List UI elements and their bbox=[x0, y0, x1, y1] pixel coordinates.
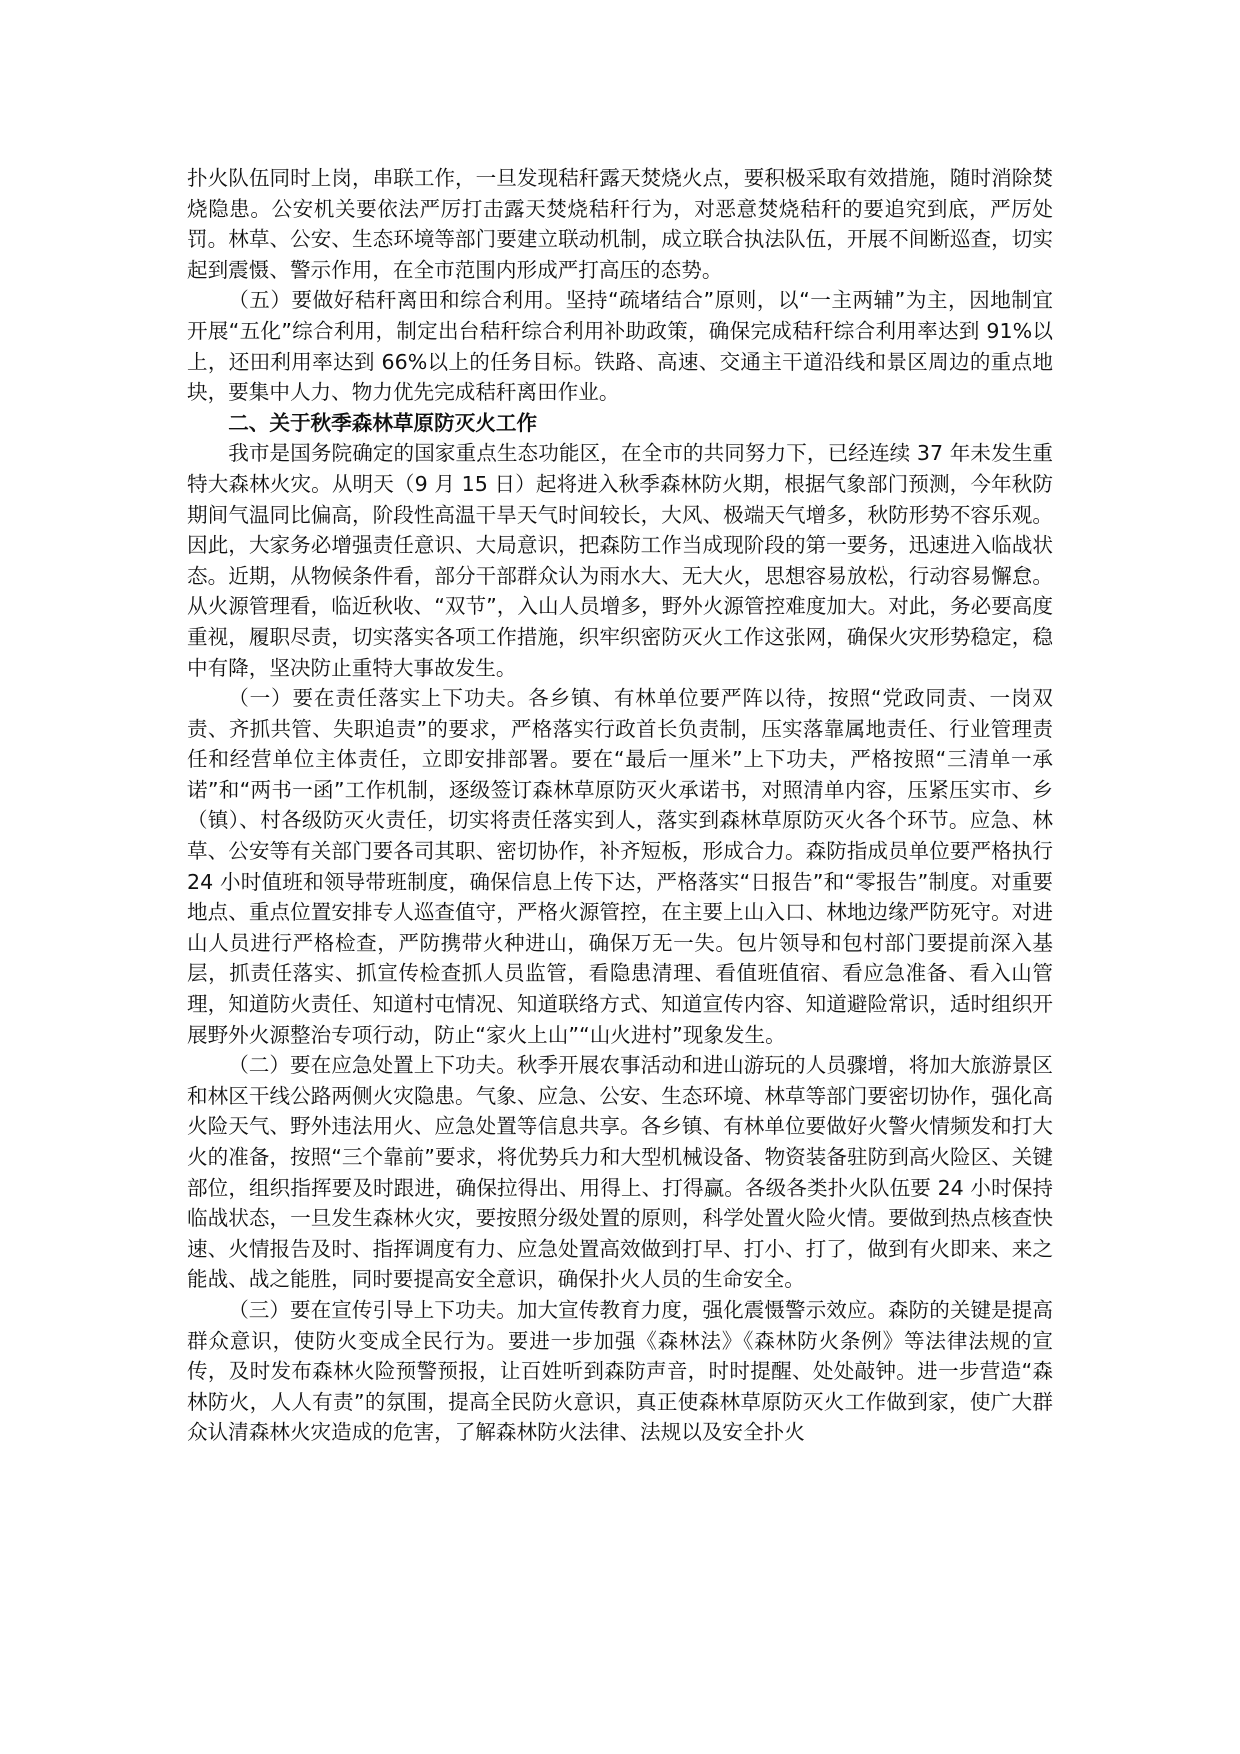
paragraph-responsibility: （一）要在责任落实上下功夫。各乡镇、有林单位要严阵以待，按照“党政同责、一岗双责、齐抓共管、失职追责”的要求，严格落实行政首长负责制，压实落靠属地责任、行业管理责任和经营单位主体责任，立即安排部署。要在“最后一厘米”上下功夫，严格按照“三清单一承诺”和“两书一函”工作机制，逐级签订森林草原防灭火承诺书，对照清单内容，压紧压实市、乡（镇）、村各级防灭火责任，切实将责任落实到人，落实到森林草原防灭火各个环节。应急、林草、公安等有关部门要各司其职、密切协作，补齐短板，形成合力。森防指成员单位要严格执行 24 小时值班和领导带班制度，确保信息上传下达，严格落实“日报告”和“零报告”制度。对重要地点、重点位置安排专人巡查值守，严格火源管控，在主要上山入口、林地边缘严防死守。对进山人员进行严格检查，严防携带火种进山，确保万无一失。包片领导和包村部门要提前深入基层，抓责任落实、抓宣传检查抓人员监管，看隐患清理、看值班值宿、看应急准备、看入山管理，知道防火责任、知道村屯情况、知道联络方式、知道宣传内容、知道避险常识，适时组织开展野外火源整治专项行动，防止“家火上山”“山火进村”现象发生。 bbox=[187, 686, 1053, 1047]
document-body bbox=[187, 163, 1053, 1448]
paragraph-straw-utilization: （五）要做好秸秆离田和综合利用。坚持“疏堵结合”原则，以“一主两辅”为主，因地制宜开展“五化”综合利用，制定出台秸秆综合利用补助政策，确保完成秸秆综合利用率达到 91%以上，还田利用率达到 66%以上的任务目标。铁路、高速、交通主干道沿线和景区周边的重点地块，要集中人力、物力优先完成秸秆离田作业。 bbox=[187, 288, 1053, 405]
paragraph-publicity: （三）要在宣传引导上下功夫。加大宣传教育力度，强化震慑警示效应。森防的关键是提高群众意识，使防火变成全民行为。要进一步加强《森林法》《森林防火条例》等法律法规的宣传，及时发布森林火险预警预报，让百姓听到森防声音，时时提醒、处处敲钟。进一步营造“森林防火，人人有责”的氛围，提高全民防火意识，真正使森林草原防灭火工作做到家，使广大群众认清森林火灾造成的危害，了解森林防火法律、法规以及安全扑火 bbox=[187, 1297, 1053, 1445]
paragraph-fire-situation: 我市是国务院确定的国家重点生态功能区，在全市的共同努力下，已经连续 37 年未发生重特大森林火灾。从明天（9 月 15 日）起将进入秋季森林防火期，根据气象部门预测，今年秋防期间气温同比偏高，阶段性高温干旱天气时间较长，大风、极端天气增多，秋防形势不容乐观。因此，大家务必增强责任意识、大局意识，把森防工作当成现阶段的第一要务，迅速进入临战状态。近期，从物候条件看，部分干部群众认为雨水大、无大火，思想容易放松，行动容易懈怠。从火源管理看，临近秋收、“双节”，入山人员增多，野外火源管控难度加大。对此，务必要高度重视，履职尽责，切实落实各项工作措施，织牢织密防灭火工作这张网，确保火灾形势稳定，稳中有降，坚决防止重特大事故发生。 bbox=[187, 441, 1053, 680]
paragraph-continuation: 扑火队伍同时上岗，串联工作，一旦发现秸秆露天焚烧火点，要积极采取有效措施，随时消除焚烧隐患。公安机关要依法严厉打击露天焚烧秸秆行为，对恶意焚烧秸秆的要追究到底，严厉处罚。林草、公安、生态环境等部门要建立联动机制，成立联合执法队伍，开展不间断巡查，切实起到震慑、警示作用，在全市范围内形成严打高压的态势。 bbox=[187, 166, 1053, 282]
section-heading-forest-fire: 二、关于秋季森林草原防灭火工作 bbox=[228, 410, 538, 435]
paragraph-emergency-response: （二）要在应急处置上下功夫。秋季开展农事活动和进山游玩的人员骤增，将加大旅游景区和林区干线公路两侧火灾隐患。气象、应急、公安、生态环境、林草等部门要密切协作，强化高火险天气、野外违法用火、应急处置等信息共享。各乡镇、有林单位要做好火警火情频发和打大火的准备，按照“三个靠前”要求，将优势兵力和大型机械设备、物资装备驻防到高火险区、关键部位，组织指挥要及时跟进，确保拉得出、用得上、打得赢。各级各类扑火队伍要 24 小时保持临战状态，一旦发生森林火灾，要按照分级处置的原则，科学处置火险火情。要做到热点核查快速、火情报告及时、指挥调度有力、应急处置高效做到打早、打小、打了，做到有火即来、来之能战、战之能胜，同时要提高安全意识，确保扑火人员的生命安全。 bbox=[187, 1053, 1053, 1292]
